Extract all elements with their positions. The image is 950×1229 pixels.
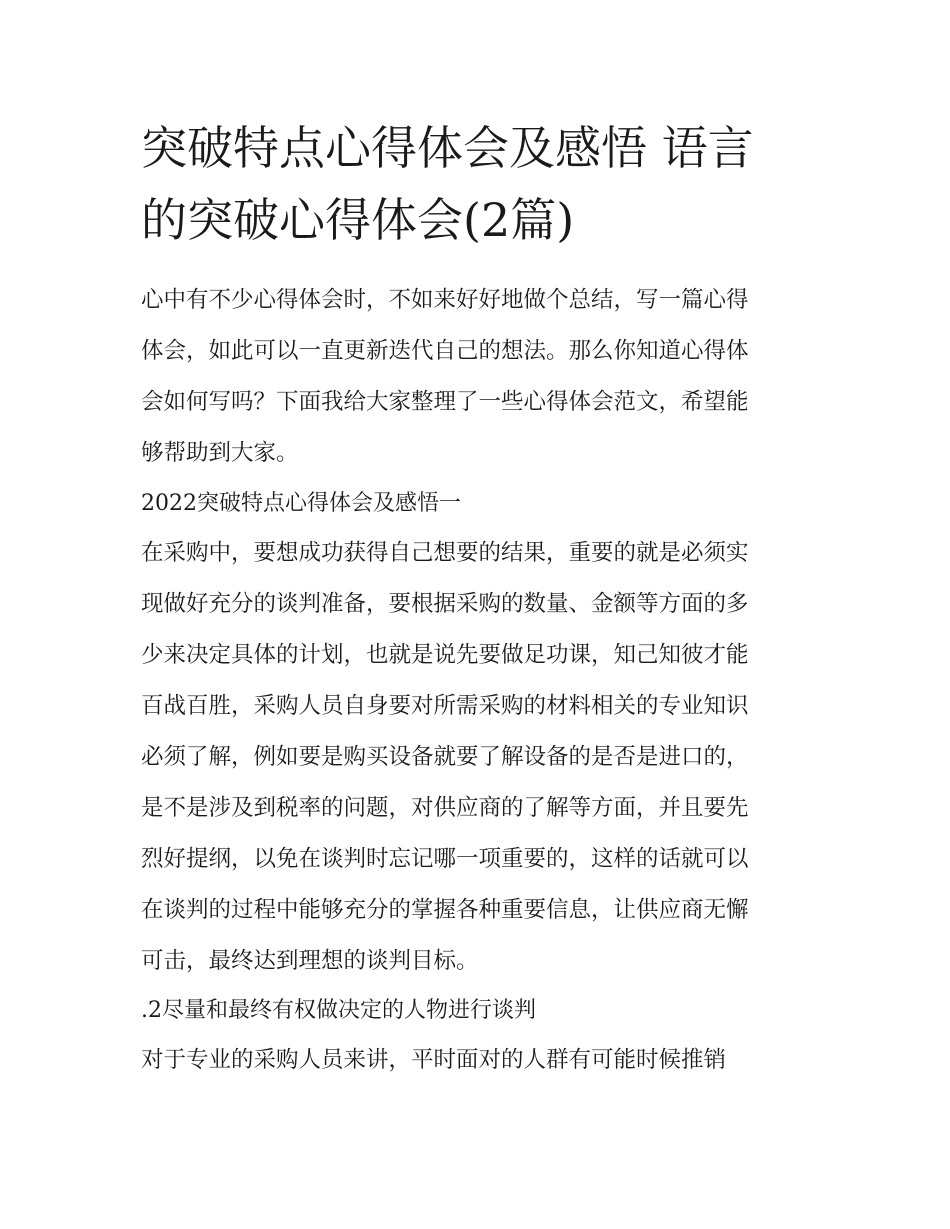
section-1-paragraph: [141, 528, 821, 987]
intro-line: 体会，如此可以一直更新迭代自己的想法。那么你知道心得体: [141, 338, 749, 364]
section-2-line: 对于专业的采购人员来讲，平时面对的人群有可能时候推销: [141, 1047, 727, 1073]
section-1-line: 是不是涉及到税率的问题，对供应商的了解等方面，并且要先: [141, 795, 749, 821]
title-line-1: 突破特点心得体会及感悟 语言: [141, 121, 754, 175]
section-2-heading: .2尽量和最终有权做决定的人物进行谈判: [141, 998, 536, 1023]
section-1-line: 烈好提纲，以免在谈判时忘记哪一项重要的，这样的话就可以: [141, 846, 749, 872]
section-1-line: 现做好充分的谈判准备，要根据采购的数量、金额等方面的多: [141, 591, 749, 617]
intro-line: 心中有不少心得体会时，不如来好好地做个总结，写一篇心得: [141, 287, 749, 313]
intro-paragraph: [141, 275, 821, 479]
section-1-line: 在采购中，要想成功获得自己想要的结果，重要的就是必须实: [141, 540, 749, 566]
section-1-line: 少来决定具体的计划，也就是说先要做足功课，知己知彼才能: [141, 642, 749, 668]
intro-line: 够帮助到大家。: [141, 440, 299, 466]
title-line-2: 的突破心得体会(2篇): [141, 193, 575, 247]
section-1-line: 必须了解，例如要是购买设备就要了解设备的是否是进口的，: [141, 744, 749, 770]
section-1-line: 百战百胜，采购人员自身要对所需采购的材料相关的专业知识: [141, 693, 749, 719]
section-1-line: 可击，最终达到理想的谈判目标。: [141, 948, 479, 974]
section-1-line: 在谈判的过程中能够充分的掌握各种重要信息，让供应商无懈: [141, 897, 749, 923]
section-2-paragraph: [141, 1035, 821, 1086]
document-title: [141, 112, 831, 256]
intro-line: 会如何写吗？下面我给大家整理了一些心得体会范文，希望能: [141, 389, 749, 415]
section-1-heading: 2022突破特点心得体会及感悟一: [141, 491, 461, 516]
